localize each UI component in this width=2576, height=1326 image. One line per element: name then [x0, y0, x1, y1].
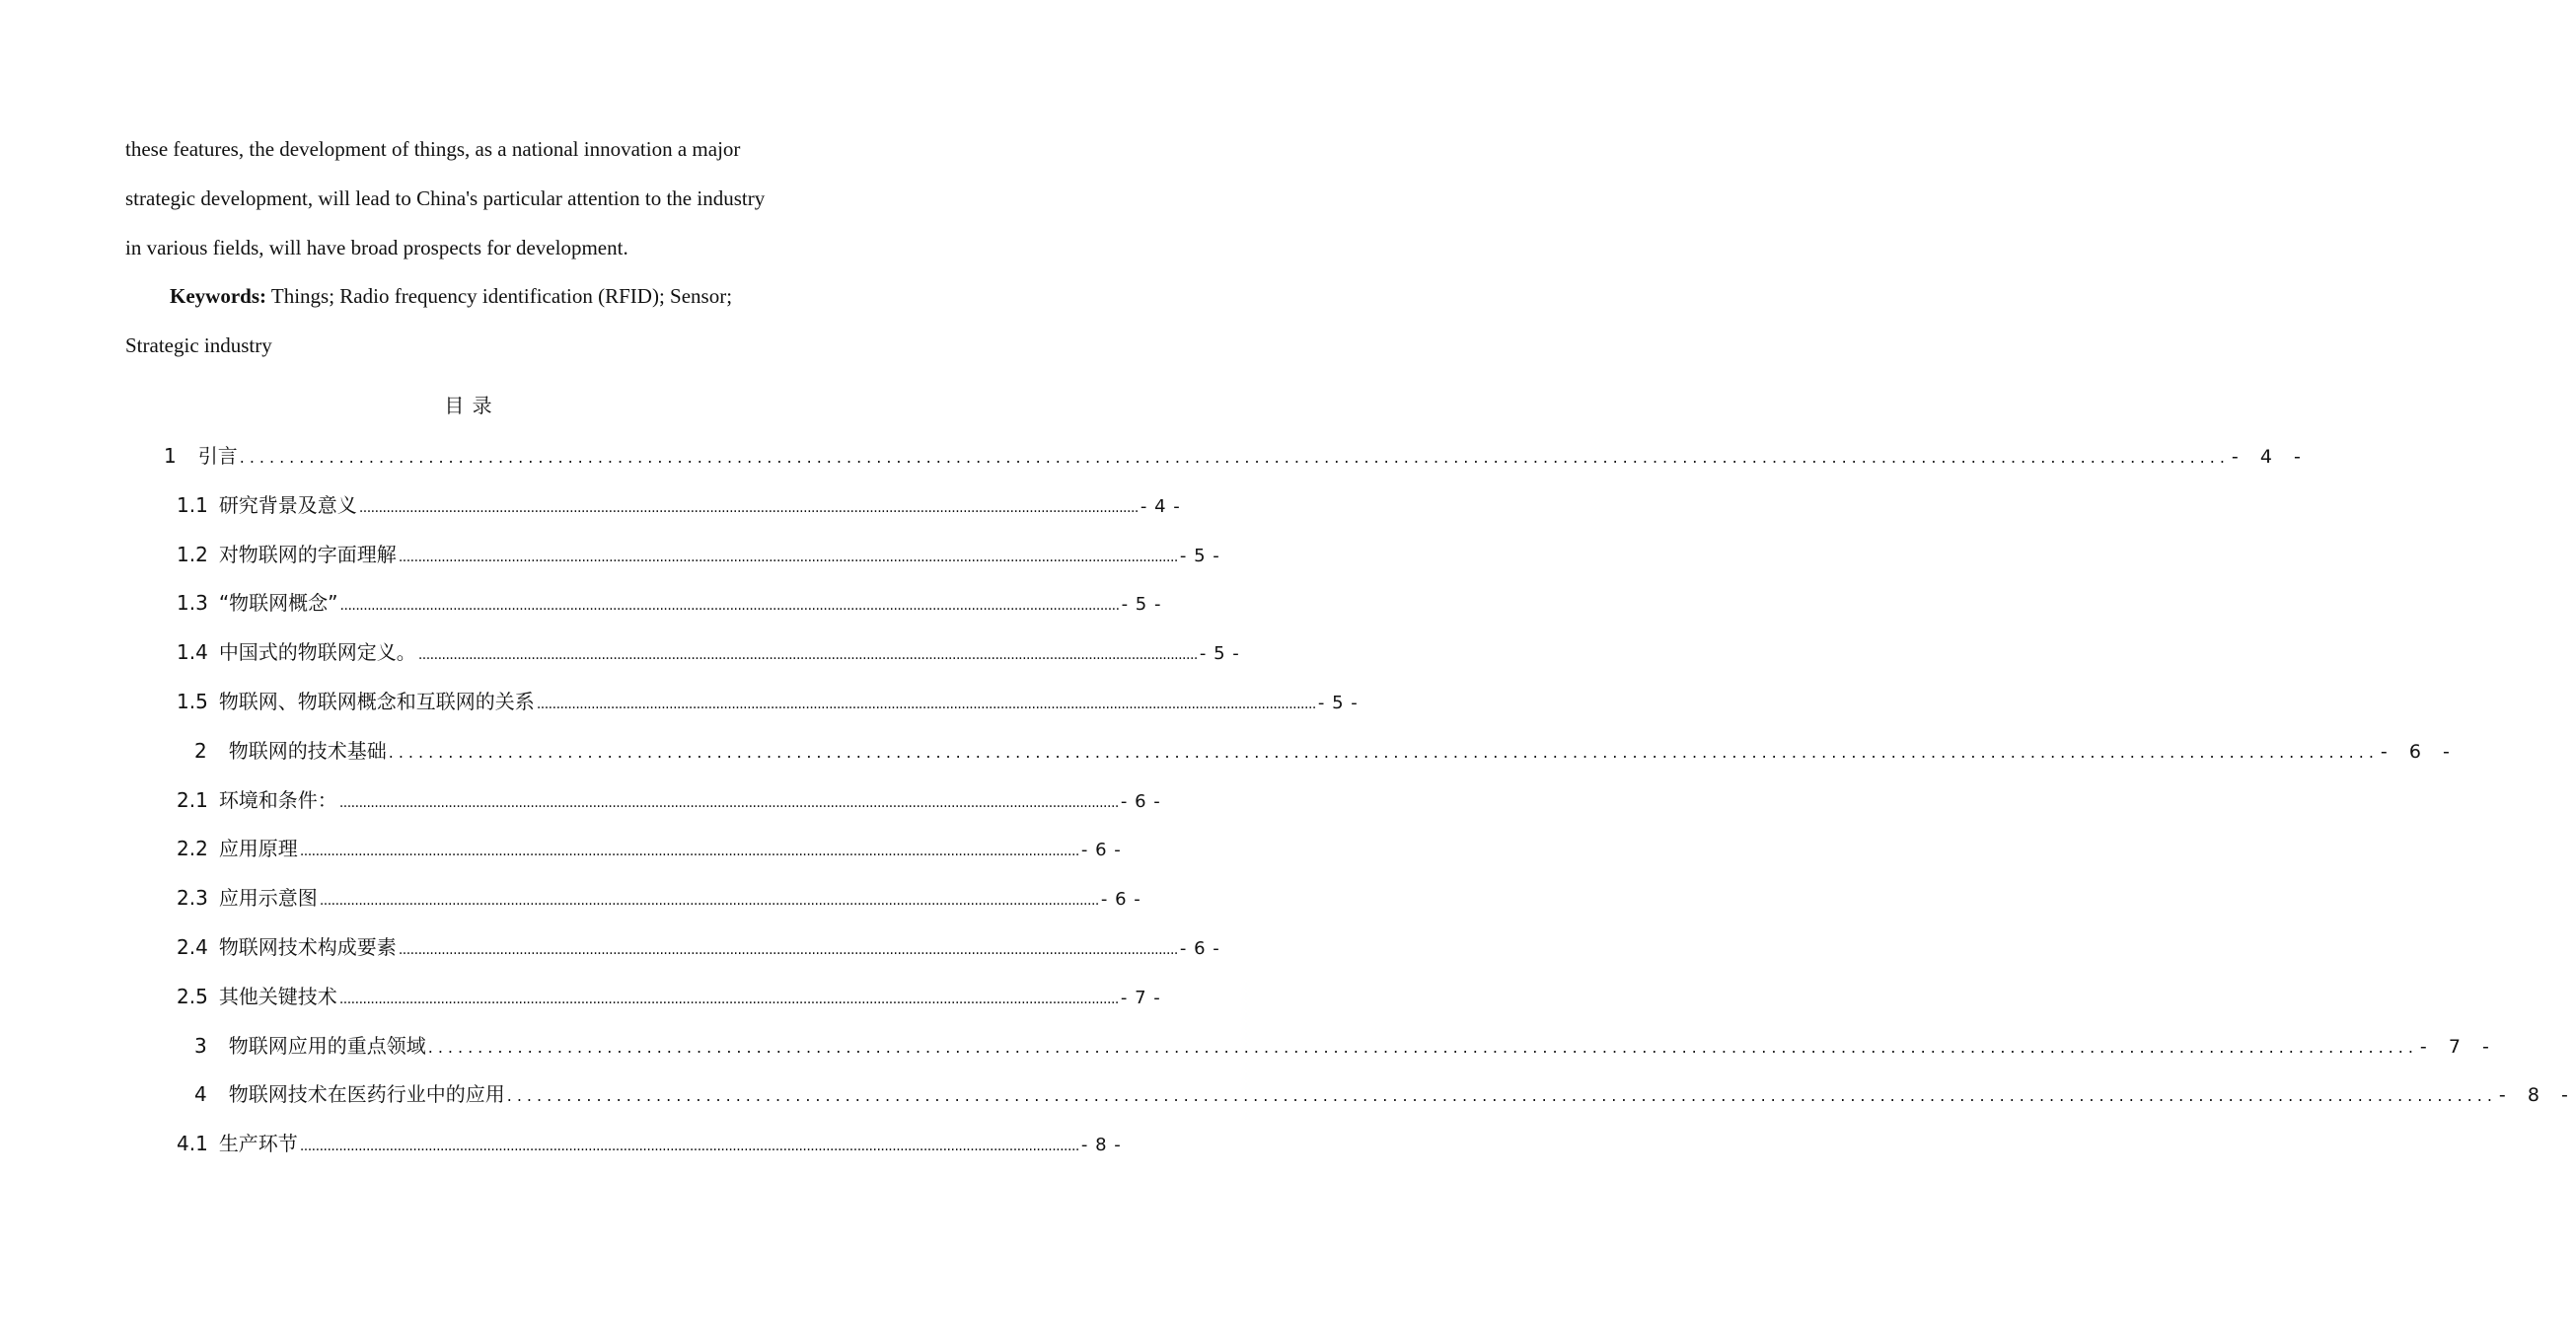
keywords-paragraph	[125, 271, 816, 370]
keywords-label: Keywords:	[170, 284, 266, 308]
toc-entry[interactable]	[194, 1021, 2497, 1070]
toc-entry-title: 研究背景及意义	[218, 492, 357, 517]
toc-dot-leader: ........................................................................................................................................................................................................	[388, 742, 2379, 762]
toc-entry-number: 1.2	[177, 542, 208, 566]
toc-entry-number: 2	[194, 738, 207, 763]
toc-entry[interactable]	[177, 824, 1122, 873]
toc-entry[interactable]	[194, 726, 2458, 775]
toc-entry-page-number: - 8 -	[1080, 1135, 1122, 1156]
toc-entry-page-number: - 6 -	[1120, 790, 1161, 812]
abstract-line: in various fields, will have broad prospects for development.	[125, 236, 628, 259]
toc-entry-page-number: - 8 -	[2498, 1084, 2576, 1107]
toc-entry-page-number: - 7 -	[1120, 987, 1161, 1008]
toc-entry-page-number: - 4 -	[1140, 495, 1181, 517]
toc-entry-title: 物联网、物联网概念和互联网的关系	[218, 690, 535, 713]
toc-entry-page-number: - 5 -	[1121, 594, 1162, 616]
toc-entry-page-number: - 5 -	[1179, 545, 1220, 566]
toc-entry[interactable]	[177, 775, 1161, 825]
toc-entry-number: 1	[164, 444, 177, 468]
toc-entry-page-number: - 6 -	[1179, 938, 1220, 959]
abstract-paragraph-continuation	[125, 124, 816, 272]
toc-entry-number: 3	[194, 1033, 207, 1058]
toc-dot-leader: ........................................................................................................................................................................................................	[338, 991, 1119, 1007]
toc-entry-title: 对物联网的字面理解	[218, 542, 397, 566]
toc-entry[interactable]	[164, 431, 2309, 480]
toc-entry-page-number: - 7 -	[2419, 1035, 2497, 1058]
toc-dot-leader: ........................................................................................................................................................................................................	[398, 942, 1178, 958]
toc-entry-number: 1.4	[177, 640, 208, 665]
toc-entry[interactable]	[177, 677, 1359, 726]
toc-entry-title: 中国式的物联网定义。	[218, 640, 416, 665]
toc-dot-leader: ........................................................................................................................................................................................................	[506, 1086, 2497, 1106]
toc-entry-title: “物联网概念”	[218, 591, 338, 616]
toc-entry-title: 物联网应用的重点领域	[228, 1033, 426, 1058]
toc-dot-leader: ........................................................................................................................................................................................................	[299, 1139, 1079, 1155]
toc-dot-leader: ........................................................................................................................................................................................................	[536, 697, 1316, 712]
toc-dot-leader: ........................................................................................................................................................................................................	[319, 893, 1099, 910]
toc-entry-title: 物联网技术在医药行业中的应用	[228, 1082, 505, 1107]
toc-entry-number: 2.2	[177, 837, 208, 861]
keywords-text: Things; Radio frequency identification (RFID); Sensor;	[266, 284, 733, 308]
toc-dot-leader: ........................................................................................................................................................................................................	[239, 448, 2230, 467]
toc-entry[interactable]	[194, 1069, 2576, 1119]
toc-entry[interactable]	[177, 972, 1161, 1021]
toc-entry-title: 应用原理	[218, 837, 298, 861]
toc-entry[interactable]	[177, 1119, 1122, 1168]
toc-entry-number: 2.5	[177, 984, 208, 1008]
toc-entry[interactable]	[177, 627, 1240, 677]
toc-dot-leader: ........................................................................................................................................................................................................	[358, 499, 1139, 516]
toc-entry-page-number: - 5 -	[1199, 643, 1240, 665]
toc-entry-page-number: - 5 -	[1317, 693, 1359, 713]
toc-entry[interactable]	[177, 922, 1220, 972]
toc-entry-number: 2.3	[177, 886, 208, 911]
toc-entry[interactable]	[177, 480, 1181, 530]
toc-entry-number: 2.1	[177, 787, 208, 812]
toc-dot-leader: ........................................................................................................................................................................................................	[417, 647, 1198, 664]
toc-dot-leader: ........................................................................................................................................................................................................	[338, 794, 1119, 811]
toc-entry-title: 其他关键技术	[218, 984, 337, 1008]
toc-entry-page-number: - 6 -	[1100, 889, 1141, 911]
toc-dot-leader: ........................................................................................................................................................................................................	[398, 549, 1178, 565]
toc-entry[interactable]	[177, 530, 1220, 579]
toc-entry-title: 物联网技术构成要素	[218, 935, 397, 959]
toc-entry-page-number: - 6 -	[1080, 840, 1122, 861]
toc-entry-title: 环境和条件：	[218, 787, 337, 812]
abstract-line: strategic development, will lead to China's particular attention to the industry	[125, 186, 766, 210]
toc-title: 目 录	[444, 394, 493, 417]
toc-entry-title: 生产环节	[218, 1132, 298, 1156]
toc-entry-number: 2.4	[177, 935, 208, 959]
toc-entry-page-number: - 6 -	[2380, 740, 2458, 763]
toc-dot-leader: ........................................................................................................................................................................................................	[339, 598, 1120, 615]
toc-entry-title: 物联网的技术基础	[228, 738, 387, 763]
toc-entry-number: 1.3	[177, 591, 208, 616]
toc-entry-title: 引言	[197, 444, 238, 468]
toc-entry-number: 1.1	[177, 492, 208, 517]
toc-entry[interactable]	[177, 578, 1162, 627]
abstract-line: these features, the development of things, as a national innovation a major	[125, 137, 741, 161]
toc-dot-leader: ........................................................................................................................................................................................................	[427, 1037, 2418, 1057]
keywords-text-continued: Strategic industry	[125, 333, 272, 357]
toc-entry[interactable]	[177, 873, 1141, 922]
toc-entry-title: 应用示意图	[218, 886, 318, 911]
toc-dot-leader: ........................................................................................................................................................................................................	[299, 844, 1079, 860]
toc-entry-number: 4	[194, 1082, 207, 1107]
toc-entry-number: 1.5	[177, 690, 208, 713]
toc-entry-number: 4.1	[177, 1132, 208, 1156]
toc-entry-page-number: - 4 -	[2231, 446, 2309, 468]
